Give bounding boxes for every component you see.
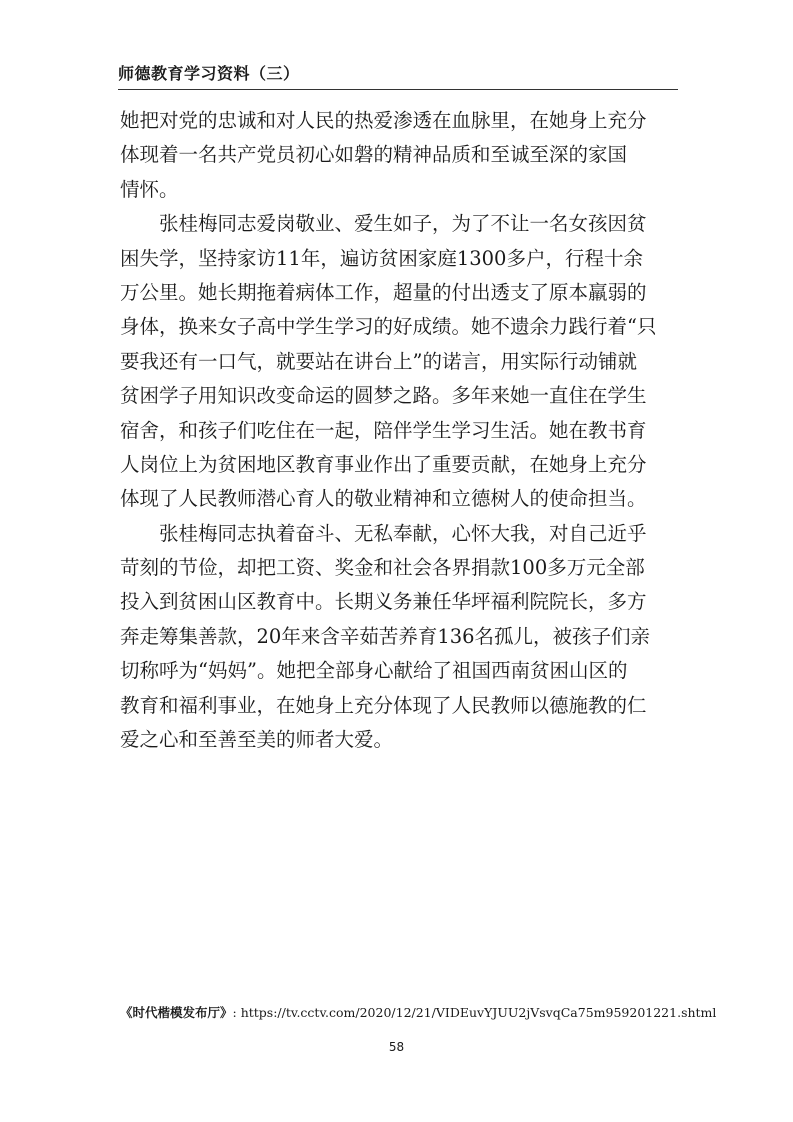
footnote: [120, 1003, 716, 1021]
text-line: 奔走筹集善款，20年来含辛茹苦养育136名孤儿，被孩子们亲: [120, 624, 651, 648]
body-text: [120, 104, 680, 757]
text-line: 宿舍，和孩子们吃住在一起，陪伴学生学习生活。她在教书育: [120, 418, 647, 442]
text-line: 教育和福利事业，在她身上充分体现了人民教师以德施教的仁: [120, 693, 647, 717]
text-line: 困失学，坚持家访11年，遍访贫困家庭1300多户，行程十余: [120, 246, 643, 270]
footnote-url[interactable]: : https://tv.cctv.com/2020/12/21/VIDEuvYJUU2jVsvqCa75m959201221.shtml: [232, 1005, 717, 1020]
page-header-title: 师德教育学习资料（三）: [118, 64, 300, 83]
text-line: 万公里。她长期拖着病体工作，超量的付出透支了原本羸弱的: [120, 280, 647, 304]
text-line: 身体，换来女子高中学生学习的好成绩。她不遗余力践行着“只: [120, 315, 657, 339]
text-line: 贫困学子用知识改变命运的圆梦之路。多年来她一直住在学生: [120, 384, 647, 408]
footnote-title: 《时代楷模发布厅》: [120, 1005, 233, 1020]
text-line: 苛刻的节俭，却把工资、奖金和社会各界捐款100多万元全部: [120, 556, 645, 580]
text-line: 情怀。: [120, 177, 179, 201]
page-number: 58: [388, 1040, 405, 1054]
text-line: 体现着一名共产党员初心如磐的精神品质和至诚至深的家国: [120, 143, 628, 167]
text-line: 投入到贫困山区教育中。长期义务兼任华坪福利院院长，多方: [120, 590, 647, 614]
header-divider: [118, 89, 678, 90]
text-line: 她把对党的忠诚和对人民的热爱渗透在血脉里，在她身上充分: [120, 109, 647, 132]
text-line: 体现了人民教师潜心育人的敬业精神和立德树人的使命担当。: [120, 487, 647, 511]
text-line: 切称呼为“妈妈”。她把全部身心献给了祖国西南贫困山区的: [120, 659, 628, 683]
text-line: 人岗位上为贫困地区教育事业作出了重要贡献，在她身上充分: [120, 452, 647, 476]
text-line: 张桂梅同志爱岗敬业、爱生如子，为了不让一名女孩因贫: [120, 212, 647, 236]
text-line: 张桂梅同志执着奋斗、无私奉献，心怀大我，对自己近乎: [120, 521, 647, 545]
text-line: 要我还有一口气，就要站在讲台上”的诺言，用实际行动铺就: [120, 349, 637, 373]
text-line: 爱之心和至善至美的师者大爱。: [120, 728, 394, 752]
